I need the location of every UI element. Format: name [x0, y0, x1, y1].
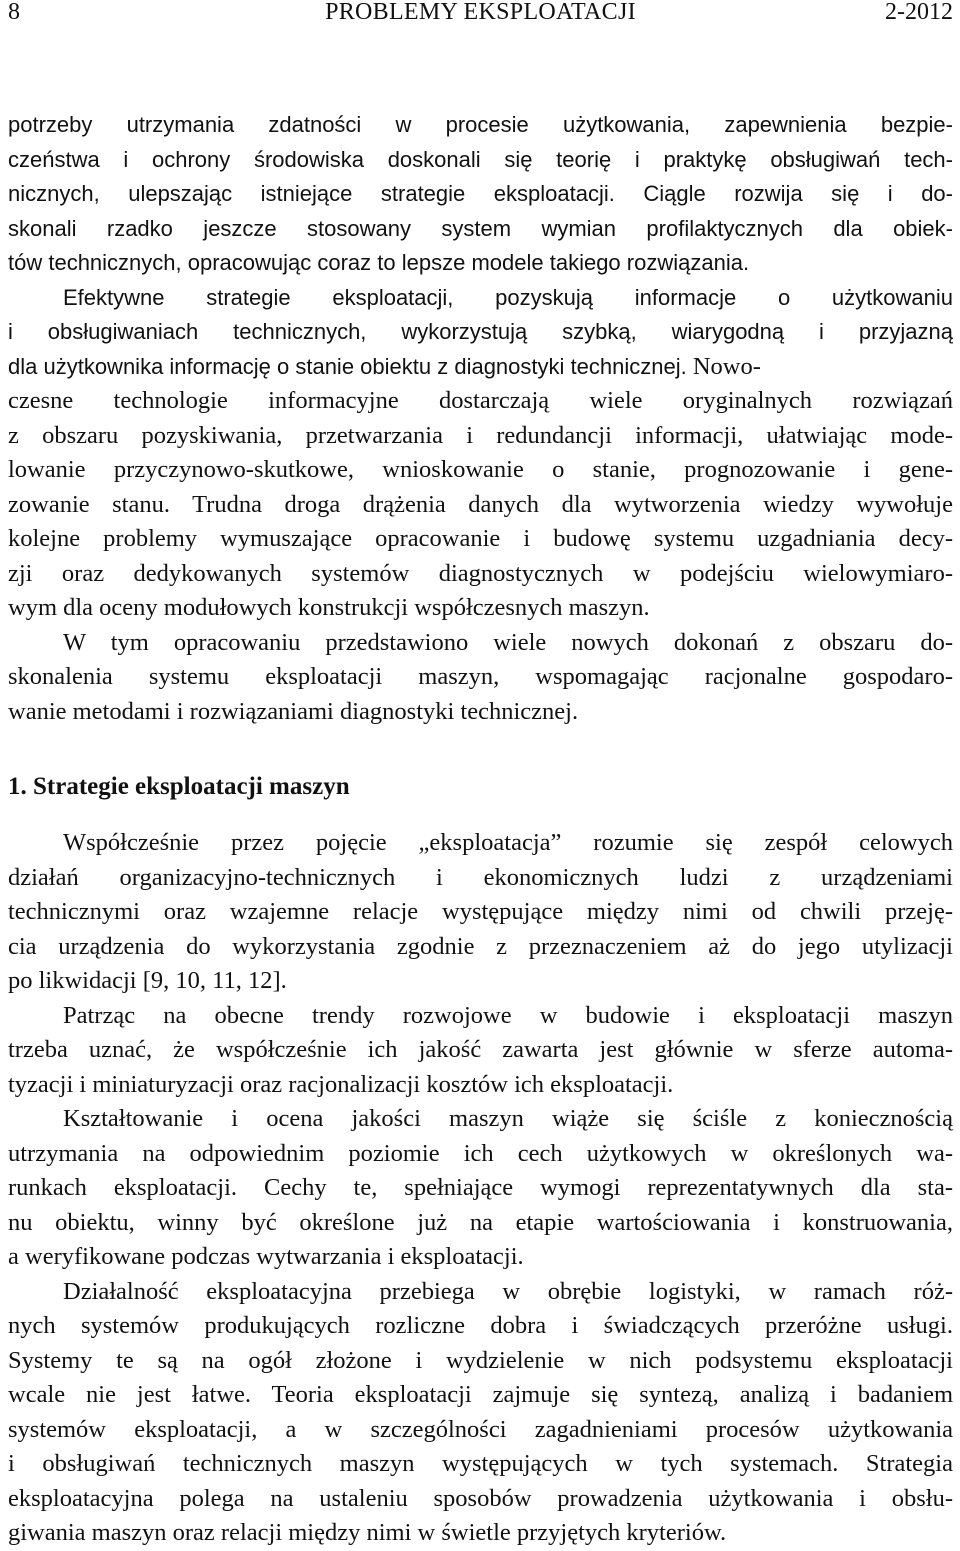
text-line: zowanie stanu. Trudna droga drążenia danych dla wytworzenia wiedzy wywołuje	[8, 490, 953, 518]
text-line: zji oraz dedykowanych systemów diagnostycznych w podejściu wielowymiaro-	[8, 559, 953, 587]
section-heading: 1. Strategie eksploatacji maszyn	[8, 773, 350, 800]
journal-title: PROBLEMY EKSPLOATACJI	[325, 0, 636, 25]
text-line-part: Nowo-	[686, 352, 761, 380]
text-line: eksploatacyjna polega na ustaleniu sposobów prowadzenia użytkowania i obsłu-	[8, 1484, 953, 1512]
section-paragraph-1	[8, 826, 953, 999]
text-line: Kształtowanie i ocena jakości maszyn wiąże się ściśle z koniecznością	[63, 1105, 953, 1132]
section-paragraph-2	[8, 999, 953, 1103]
text-line: a weryfikowane podczas wytwarzania i eksploatacji.	[8, 1243, 524, 1270]
text-line: po likwidacji [9, 10, 11, 12].	[8, 967, 287, 994]
text-line: kolejne problemy wymuszające opracowanie i budowę systemu uzgadniania decy-	[8, 525, 953, 552]
section-paragraph-3	[8, 1102, 953, 1275]
running-head	[8, 0, 953, 24]
text-line: nu obiektu, winny być określone już na etapie wartościowania i konstruowania,	[8, 1208, 953, 1236]
text-line: nicznych, ulepszając istniejące strategie eksploatacji. Ciągle rozwija się i do-	[8, 181, 953, 206]
text-line: trzeba uznać, że współcześnie ich jakość zawarta jest głównie w sferze automa-	[8, 1036, 953, 1063]
page-number: 8	[8, 0, 20, 25]
intro-paragraph-3	[8, 626, 953, 730]
section-paragraph-4	[8, 1275, 953, 1551]
text-line: cia urządzenia do wykorzystania zgodnie z przeznaczeniem aż do jego utylizacji	[8, 932, 953, 960]
text-line: wym dla oceny modułowych konstrukcji współczesnych maszyn.	[8, 594, 650, 621]
text-line: tyzacji i miniaturyzacji oraz racjonalizacji kosztów ich eksploatacji.	[8, 1070, 674, 1098]
text-line: i obsługiwaniach technicznych, wykorzystują szybką, wiarygodną i przyjazną	[8, 319, 953, 344]
text-line: utrzymania na odpowiednim poziomie ich cech użytkowych w określonych wa-	[8, 1139, 953, 1167]
text-line: z obszaru pozyskiwania, przetwarzania i redundancji informacji, ułatwiając mode-	[8, 421, 953, 449]
text-line: Działalność eksploatacyjna przebiega w obrębie logistyki, w ramach róż-	[63, 1277, 953, 1305]
text-line: wanie metodami i rozwiązaniami diagnostyki technicznej.	[8, 697, 579, 725]
text-line: Patrząc na obecne trendy rozwojowe w budowie i eksploatacji maszyn	[63, 1001, 953, 1029]
text-line: działań organizacyjno-technicznych i ekonomicznych ludzi z urządzeniami	[8, 863, 953, 891]
text-line-part: dla użytkownika informację o stanie obiektu z diagnostyki technicznej.	[8, 353, 687, 379]
issue-number: 2-2012	[885, 0, 953, 25]
intro-paragraph-1	[8, 108, 953, 281]
text-line: W tym opracowaniu przedstawiono wiele nowych dokonań z obszaru do-	[63, 628, 953, 656]
intro-paragraph-2-continued	[8, 384, 953, 626]
text-line: runkach eksploatacji. Cechy te, spełniające wymogi reprezentatywnych dla sta-	[8, 1174, 953, 1201]
text-line: potrzeby utrzymania zdatności w procesie użytkowania, zapewnienia bezpie-	[8, 112, 953, 137]
text-line: lowanie przyczynowo-skutkowe, wnioskowanie o stanie, prognozowanie i gene-	[8, 456, 953, 483]
text-line: czeństwa i ochrony środowiska doskonali się teorię i praktykę obsługiwań tech-	[8, 146, 953, 172]
text-line: wcale nie jest łatwe. Teoria eksploatacji zajmuje się syntezą, analizą i badaniem	[8, 1381, 953, 1408]
text-line: technicznymi oraz wzajemne relacje występujące między nimi od chwili przeję-	[8, 898, 953, 925]
text-line: Współcześnie przez pojęcie „eksploatacja” rozumie się zespół celowych	[63, 829, 953, 856]
text-line: systemów eksploatacji, a w szczególności zagadnieniami procesów użytkowania	[8, 1415, 953, 1443]
text-line: skonalenia systemu eksploatacji maszyn, wspomagając racjonalne gospodaro-	[8, 663, 953, 690]
text-line: Systemy te są na ogół złożone i wydzielenie w nich podsystemu eksploatacji	[8, 1346, 953, 1374]
text-line: giwania maszyn oraz relacji między nimi w świetle przyjętych kryteriów.	[8, 1519, 727, 1546]
text-line: nych systemów produkujących rozliczne dobra i świadczących przeróżne usługi.	[8, 1312, 953, 1339]
text-line: Efektywne strategie eksploatacji, pozyskują informacje o użytkowaniu	[63, 284, 953, 310]
text-line: skonali rzadko jeszcze stosowany system wymian profilaktycznych dla obiek-	[8, 215, 953, 241]
text-line: tów technicznych, opracowując coraz to lepsze modele takiego rozwiązania.	[8, 250, 750, 275]
intro-paragraph-2	[8, 281, 953, 385]
text-line	[8, 350, 953, 385]
text-line: i obsługiwań technicznych maszyn występujących w tych systemach. Strategia	[8, 1450, 953, 1477]
text-line: czesne technologie informacyjne dostarczają wiele oryginalnych rozwiązań	[8, 387, 953, 414]
